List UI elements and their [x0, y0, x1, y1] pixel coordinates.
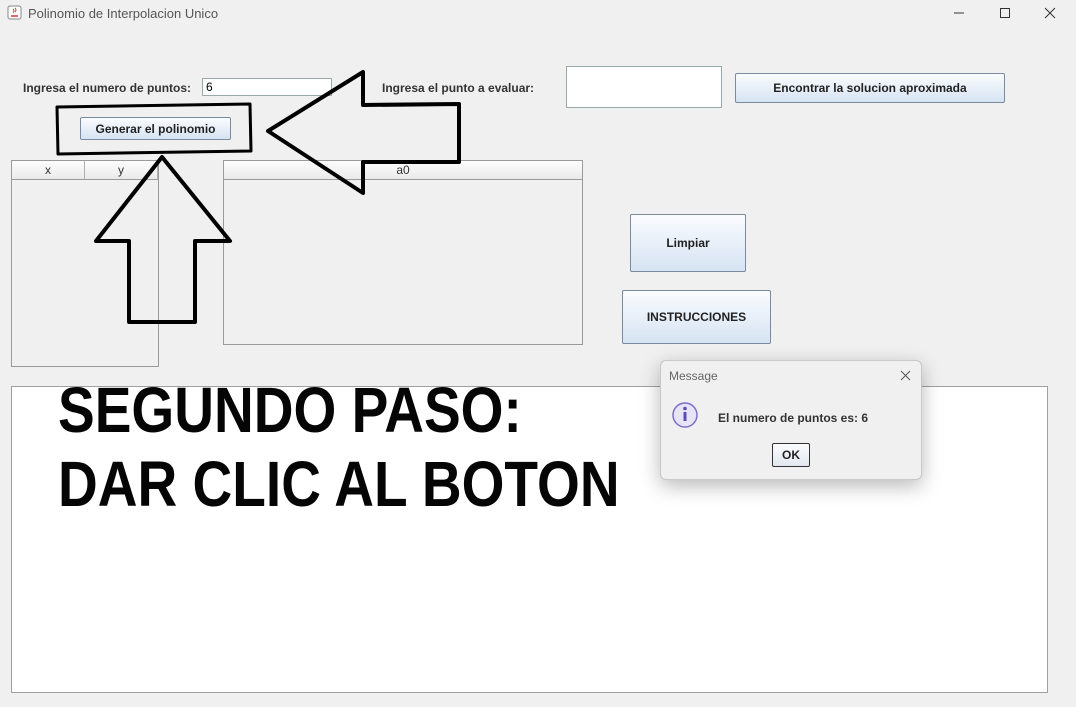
maximize-button[interactable]	[982, 0, 1028, 26]
minimize-button[interactable]	[936, 0, 982, 26]
eval-point-input[interactable]	[566, 66, 722, 108]
column-header-a0[interactable]: a0	[224, 161, 582, 180]
dialog-title: Message	[669, 369, 718, 383]
close-icon	[900, 370, 911, 381]
close-window-button[interactable]	[1027, 0, 1073, 26]
ok-button[interactable]: OK	[772, 443, 810, 467]
title-bar	[0, 0, 1076, 28]
points-table[interactable]	[11, 160, 159, 367]
coefficients-table[interactable]	[223, 160, 583, 345]
window-title: Polinomio de Interpolacion Unico	[28, 6, 219, 21]
java-app-icon	[7, 5, 22, 20]
dialog-message: El numero de puntos es: 6	[718, 411, 869, 425]
annotation-step-text: SEGUNDO PASO:	[58, 374, 522, 446]
minimize-icon	[953, 7, 965, 19]
dialog-close-button[interactable]	[896, 366, 914, 384]
eval-point-label: Ingresa el punto a evaluar:	[382, 81, 535, 95]
find-solution-button[interactable]: Encontrar la solucion aproximada	[735, 73, 1005, 103]
num-points-input[interactable]	[202, 78, 332, 96]
message-dialog	[660, 360, 922, 480]
maximize-icon	[999, 7, 1011, 19]
instructions-button[interactable]: INSTRUCCIONES	[622, 290, 771, 344]
close-icon	[1044, 7, 1056, 19]
annotation-instruction-text: DAR CLIC AL BOTON	[58, 448, 620, 520]
information-icon	[671, 401, 699, 429]
column-header-y[interactable]: y	[85, 161, 158, 180]
column-header-x[interactable]: x	[12, 161, 85, 180]
clear-button[interactable]: Limpiar	[630, 214, 746, 272]
num-points-label: Ingresa el numero de puntos:	[23, 81, 192, 95]
generate-polynomial-button[interactable]: Generar el polinomio	[80, 117, 231, 140]
